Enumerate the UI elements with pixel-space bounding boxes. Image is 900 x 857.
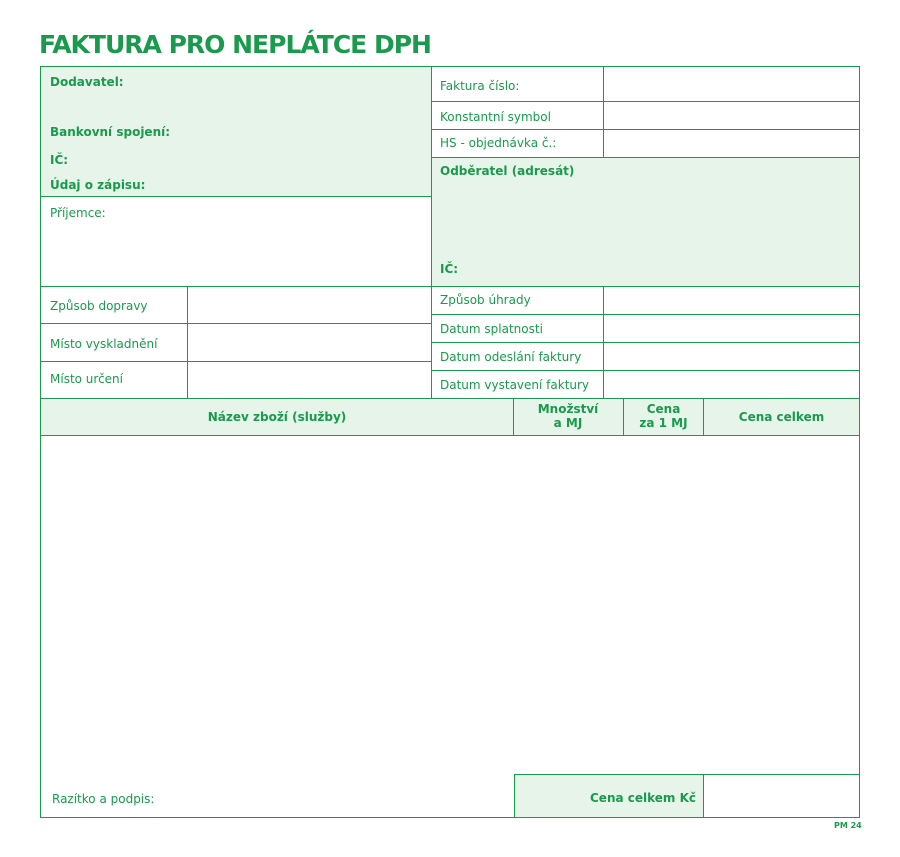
unit-price-line2: za 1 MJ — [639, 416, 688, 430]
form-title: FAKTURA PRO NEPLÁTCE DPH — [39, 30, 431, 59]
customer-label: Odběratel (adresát) — [440, 164, 575, 178]
form-code: PM 24 — [834, 821, 862, 830]
column-header-total: Cena celkem — [738, 410, 825, 424]
column-header-item: Název zboží (služby) — [207, 410, 347, 424]
quantity-line2: a MJ — [553, 416, 583, 430]
recipient-field[interactable] — [41, 222, 431, 285]
sent-date-field[interactable] — [604, 343, 859, 370]
destination-label: Místo určení — [50, 372, 123, 386]
total-czk-field[interactable] — [703, 774, 859, 817]
divider — [187, 286, 188, 399]
due-date-label: Datum splatnosti — [440, 322, 543, 336]
due-date-field[interactable] — [604, 315, 859, 342]
transport-label: Způsob dopravy — [50, 299, 148, 313]
constant-symbol-label: Konstantní symbol — [440, 110, 551, 124]
stamp-signature-label: Razítko a podpis: — [52, 792, 155, 806]
column-header-unit-price — [624, 402, 703, 430]
supplier-ic-label: IČ: — [50, 153, 69, 167]
items-area[interactable] — [41, 437, 859, 773]
divider — [40, 398, 860, 399]
quantity-line1: Množství — [537, 402, 599, 416]
order-field[interactable] — [604, 130, 859, 157]
divider — [40, 196, 431, 197]
destination-field[interactable] — [188, 362, 431, 399]
column-header-quantity — [514, 402, 622, 430]
registry-label: Údaj o zápisu: — [50, 178, 146, 192]
total-czk-label: Cena celkem Kč — [590, 791, 697, 805]
invoice-number-field[interactable] — [604, 67, 859, 101]
sent-date-label: Datum odeslání faktury — [440, 350, 582, 364]
constant-symbol-field[interactable] — [604, 102, 859, 129]
customer-ic-label: IČ: — [440, 262, 459, 276]
transport-field[interactable] — [188, 287, 431, 323]
issued-date-label: Datum vystavení faktury — [440, 378, 590, 392]
invoice-number-label: Faktura číslo: — [440, 79, 520, 93]
bank-label: Bankovní spojení: — [50, 125, 171, 139]
issued-date-field[interactable] — [604, 371, 859, 398]
divider — [603, 286, 604, 399]
divider — [40, 435, 860, 436]
order-label: HS - objednávka č.: — [440, 136, 557, 150]
supplier-label: Dodavatel: — [50, 75, 124, 89]
storage-field[interactable] — [188, 324, 431, 361]
payment-method-field[interactable] — [604, 287, 859, 314]
payment-method-label: Způsob úhrady — [440, 293, 531, 307]
divider — [603, 66, 604, 157]
storage-label: Místo vyskladnění — [50, 337, 158, 351]
unit-price-line1: Cena — [646, 402, 681, 416]
recipient-label: Příjemce: — [50, 206, 106, 220]
